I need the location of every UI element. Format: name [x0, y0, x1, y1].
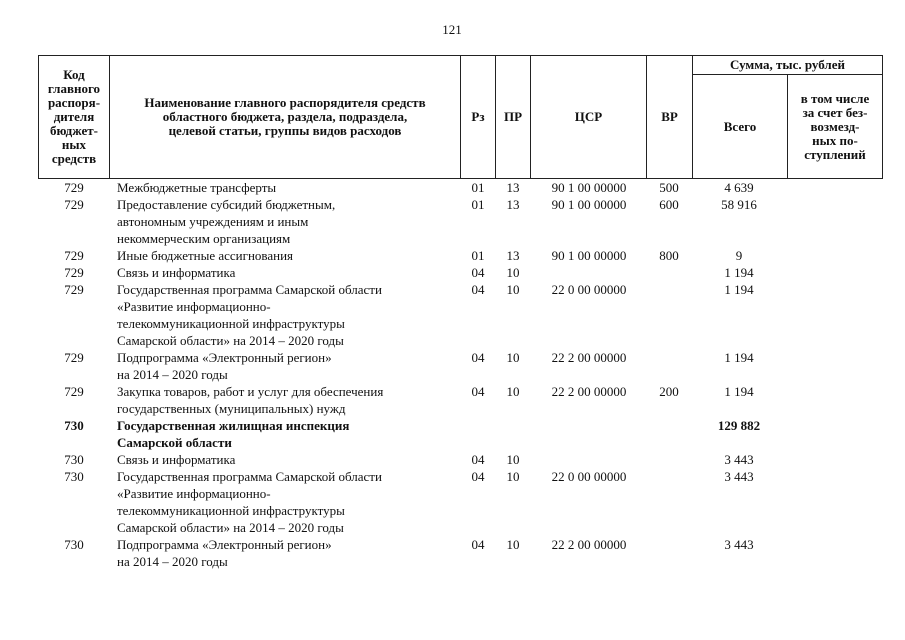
row-total: 1 194 [724, 265, 754, 280]
row-total: 3 443 [724, 537, 754, 552]
row-name-line: Связь и информатика [117, 452, 236, 467]
row-code: 729 [64, 248, 84, 263]
header-sum: Сумма, тыс. рублей [730, 57, 845, 72]
row-csr: 90 1 00 00000 [551, 248, 627, 263]
header-pr: ПР [503, 109, 523, 124]
row-name [117, 196, 457, 247]
row-code: 730 [64, 469, 84, 484]
row-name-line: Государственная жилищная инспекция [117, 418, 350, 433]
row-code: 730 [64, 418, 84, 433]
row-pr: 10 [506, 537, 520, 552]
row-name-line: телекоммуникационной инфраструктуры [117, 503, 345, 518]
row-csr: 90 1 00 00000 [551, 197, 627, 212]
row-name-line: на 2014 – 2020 годы [117, 554, 228, 569]
row-name-line: автономным учреждениям и иным [117, 214, 309, 229]
row-name [117, 536, 457, 570]
header-code-line: бюджет- [49, 123, 98, 138]
row-rz: 04 [471, 469, 485, 484]
row-vr: 800 [659, 248, 679, 263]
row-pr: 10 [506, 282, 520, 297]
header-incl-line: за счет без- [802, 104, 868, 120]
header-name-line: Наименование главного распорядителя средств [144, 95, 426, 110]
row-rz: 04 [471, 537, 485, 552]
row-total: 3 443 [724, 452, 754, 467]
row-name-line: телекоммуникационной инфраструктуры [117, 316, 345, 331]
header-incl-line: возмезд- [810, 118, 860, 134]
row-name [117, 468, 457, 536]
header-code-line: ных [61, 137, 87, 152]
row-name-line: на 2014 – 2020 годы [117, 367, 228, 382]
row-name-line: Иные бюджетные ассигнования [117, 248, 294, 263]
row-pr: 13 [506, 248, 520, 263]
row-name-line: «Развитие информационно- [117, 486, 271, 501]
row-name [117, 247, 457, 264]
row-total: 58 916 [721, 197, 757, 212]
row-name-line: Предоставление субсидий бюджетным, [117, 197, 336, 212]
row-vr: 200 [659, 384, 679, 399]
row-name-line: Подпрограмма «Электронный регион» [117, 537, 332, 552]
header-code-text [48, 68, 100, 166]
row-name-line: Государственная программа Самарской области [117, 469, 382, 484]
row-name [117, 349, 457, 383]
row-name-line: Самарской области» на 2014 – 2020 годы [117, 333, 344, 348]
row-total: 9 [735, 248, 743, 263]
header-csr: ЦСР [574, 109, 603, 124]
header-name-line: целевой статьи, группы видов расходов [168, 123, 402, 138]
row-total: 1 194 [724, 384, 754, 399]
row-name-line: Самарской области» на 2014 – 2020 годы [117, 520, 344, 535]
header-code [38, 56, 110, 178]
row-csr: 22 0 00 00000 [551, 469, 627, 484]
row-name-line: «Развитие информационно- [117, 299, 271, 314]
row-pr: 10 [506, 350, 520, 365]
row-name [117, 451, 457, 468]
row-name-line: некоммерческим организациям [117, 231, 291, 246]
header-code-line: главного [47, 81, 101, 96]
header-name-text [144, 96, 425, 138]
header-code-line: средств [51, 151, 97, 166]
header-total: Всего [723, 118, 757, 134]
row-total: 129 882 [717, 418, 761, 433]
row-code: 729 [64, 282, 84, 297]
row-name-line: Подпрограмма «Электронный регион» [117, 350, 332, 365]
row-name [117, 383, 457, 417]
row-name-line: Связь и информатика [117, 265, 236, 280]
row-name-line: Самарской области [117, 435, 232, 450]
row-total: 1 194 [724, 350, 754, 365]
row-name [117, 281, 457, 349]
row-pr: 13 [506, 197, 520, 212]
row-pr: 10 [506, 265, 520, 280]
row-name-line: Государственная программа Самарской области [117, 282, 382, 297]
header-incl [787, 75, 883, 178]
row-rz: 01 [471, 180, 485, 195]
row-name [117, 179, 457, 196]
row-csr: 22 0 00 00000 [551, 282, 627, 297]
row-total: 3 443 [724, 469, 754, 484]
header-vr: ВР [661, 109, 678, 124]
row-rz: 01 [471, 197, 485, 212]
row-total: 4 639 [724, 180, 754, 195]
header-incl-line: ных по- [812, 132, 858, 148]
row-rz: 04 [471, 282, 485, 297]
header-code-line: Код [63, 67, 85, 82]
row-name-line: Межбюджетные трансферты [117, 180, 277, 195]
row-rz: 01 [471, 248, 485, 263]
row-total: 1 194 [724, 282, 754, 297]
row-name-line: государственных (муниципальных) нужд [117, 401, 346, 416]
row-pr: 10 [506, 469, 520, 484]
row-rz: 04 [471, 384, 485, 399]
header-name-line: областного бюджета, раздела, подраздела, [162, 109, 408, 124]
header-rz: Рз [471, 109, 485, 124]
row-pr: 10 [506, 452, 520, 467]
row-csr: 22 2 00 00000 [551, 384, 627, 399]
row-code: 729 [64, 265, 84, 280]
header-code-line: дителя [53, 109, 95, 124]
header-incl-line: в том числе [800, 90, 870, 106]
row-csr: 90 1 00 00000 [551, 180, 627, 195]
header-name [110, 56, 460, 178]
row-rz: 04 [471, 452, 485, 467]
row-name [117, 417, 457, 451]
row-name-line: Закупка товаров, работ и услуг для обеспечения [117, 384, 384, 399]
header-incl-text [801, 92, 870, 162]
row-pr: 13 [506, 180, 520, 195]
row-code: 729 [64, 350, 84, 365]
row-code: 729 [64, 384, 84, 399]
row-pr: 10 [506, 384, 520, 399]
row-vr: 500 [659, 180, 679, 195]
row-code: 729 [64, 180, 84, 195]
header-incl-line: ступлений [804, 146, 866, 162]
row-csr: 22 2 00 00000 [551, 537, 627, 552]
row-code: 729 [64, 197, 84, 212]
row-vr: 600 [659, 197, 679, 212]
header-code-line: распоря- [47, 95, 101, 110]
row-rz: 04 [471, 265, 485, 280]
page-number: 121 [442, 22, 462, 37]
row-rz: 04 [471, 350, 485, 365]
row-name [117, 264, 457, 281]
row-code: 730 [64, 452, 84, 467]
row-csr: 22 2 00 00000 [551, 350, 627, 365]
row-code: 730 [64, 537, 84, 552]
